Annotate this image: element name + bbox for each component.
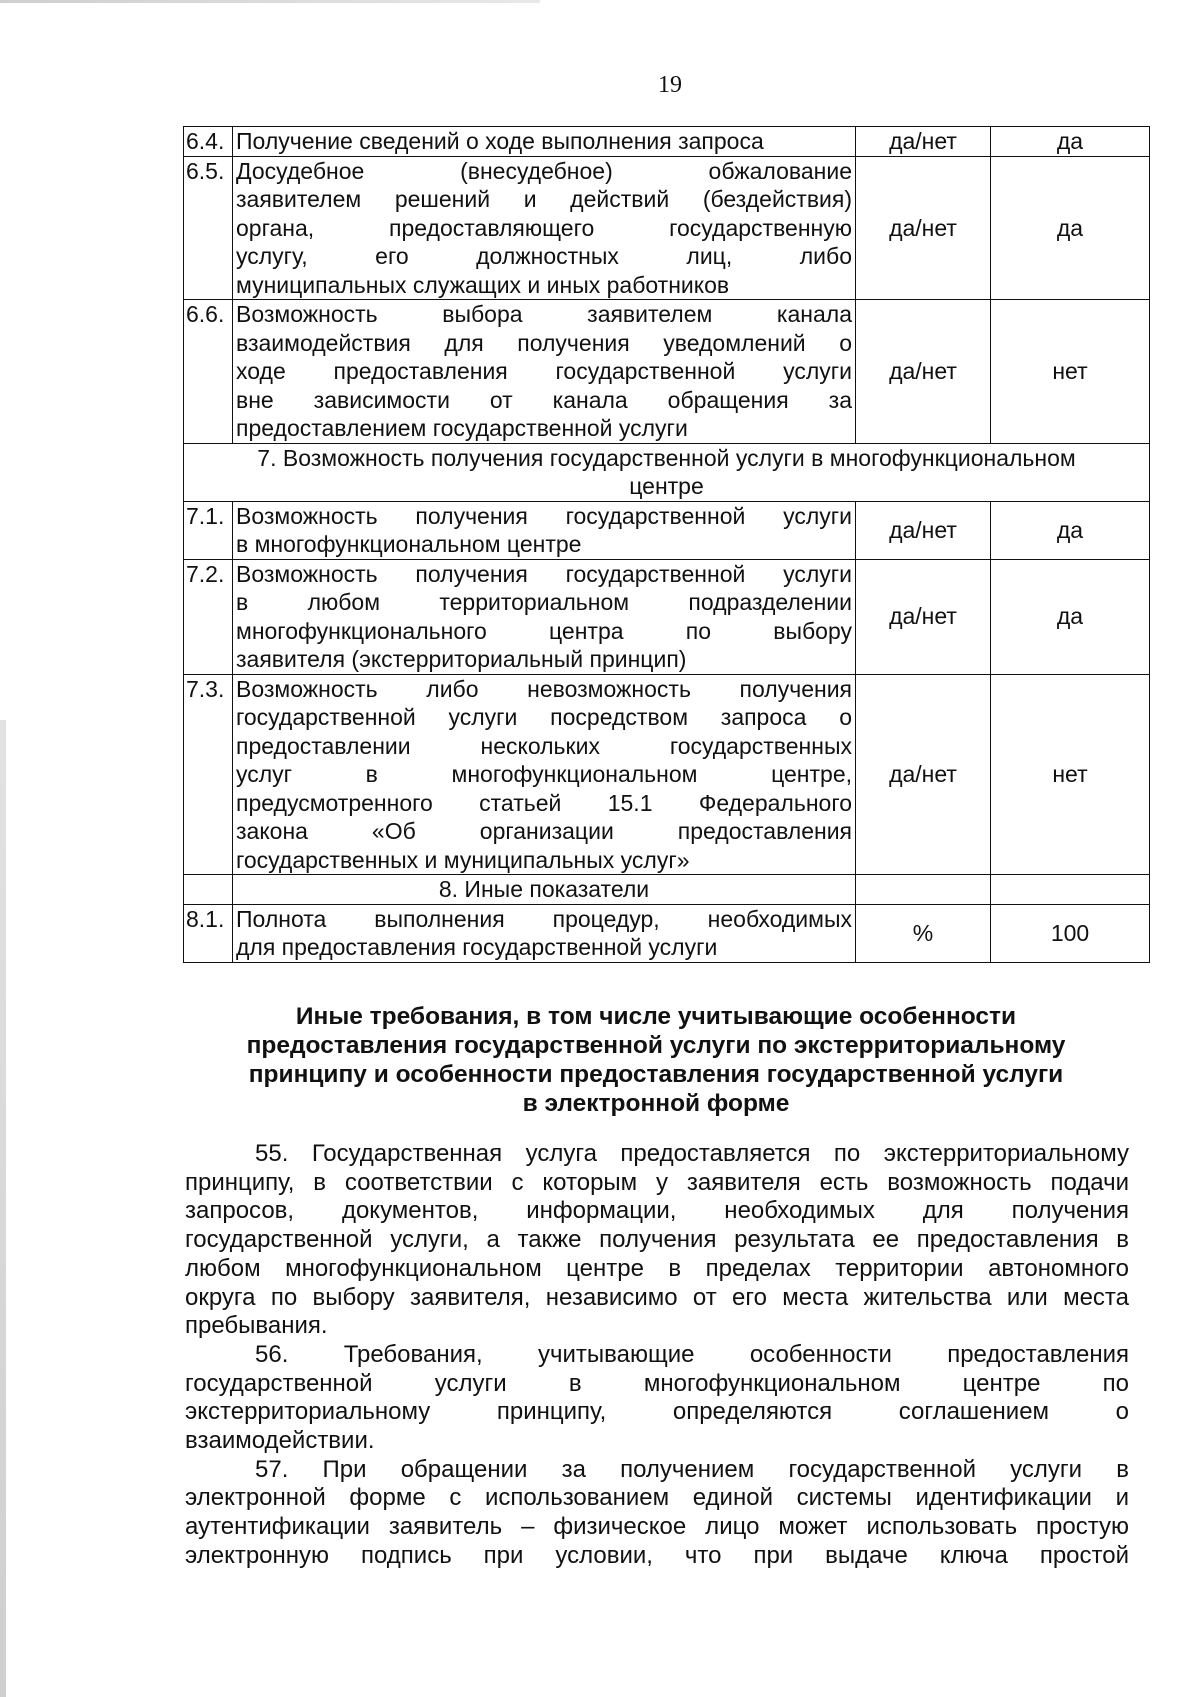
- section-title-row: 7. Возможность получения государственной услуги в многофункциональном центре: [184, 443, 1150, 501]
- paragraph-line: государственной услуги, а также получения результата ее предоставления в: [185, 1226, 1129, 1254]
- table-row: [184, 443, 1150, 501]
- description-line: услугу, его должностных лиц, либо: [236, 243, 852, 269]
- description-line: муниципальных служащих и иных работников: [236, 271, 730, 298]
- description-line: заявителя (экстерриториальный принцип): [236, 646, 687, 672]
- table-row: [184, 904, 1150, 962]
- description-line: ходе предоставления государственной услуги: [236, 358, 852, 384]
- row-number: 6.6.: [184, 300, 233, 444]
- row-unit: да/нет: [856, 674, 991, 875]
- table-row: [184, 875, 1150, 905]
- paragraph: [185, 1140, 1129, 1341]
- row-unit: да/нет: [856, 156, 991, 300]
- row-value: да: [991, 559, 1150, 674]
- description-line: предоставлением государственной услуги: [236, 415, 688, 441]
- description-line: заявителем решений и действий (бездействия): [236, 186, 852, 212]
- row-unit: да/нет: [856, 559, 991, 674]
- table-row: [184, 559, 1150, 674]
- description-line: многофункционального центра по выбору: [236, 617, 852, 644]
- paragraph-line: любом многофункциональном центре в пределах территории автономного: [185, 1254, 1129, 1282]
- paragraph-line: пребывания.: [185, 1312, 328, 1340]
- description-line: взаимодействия для получения уведомлений о: [236, 329, 852, 356]
- table-row: [184, 674, 1150, 875]
- row-value: 100: [991, 904, 1150, 962]
- paragraph-line: государственной услуги в многофункциональном центре по: [185, 1369, 1129, 1397]
- heading-line: Иные требования, в том числе учитывающие особенности: [295, 1003, 1017, 1030]
- row-unit: да/нет: [856, 127, 991, 157]
- table-row: [184, 156, 1150, 300]
- description-line: Возможность выбора заявителем канала: [236, 301, 852, 327]
- description-line: государственных и муниципальных услуг»: [236, 846, 690, 873]
- description-line: Полнота выполнения процедур, необходимых: [236, 905, 852, 932]
- row-value: нет: [991, 674, 1150, 875]
- paragraph-line: электронную подпись при условии, что при выдаче ключа простой: [185, 1541, 1129, 1569]
- description-line: Возможность получения государственной услуги: [236, 502, 852, 529]
- row-description: [233, 559, 856, 674]
- row-number: 6.4.: [184, 127, 233, 157]
- description-line: вне зависимости от канала обращения за: [236, 386, 852, 413]
- row-description: [233, 300, 856, 444]
- paragraph: [185, 1456, 1129, 1571]
- description-line: Досудебное (внесудебное) обжалование: [236, 157, 852, 184]
- paragraph-line: экстерриториальному принципу, определяются соглашением о: [185, 1398, 1129, 1426]
- row-number: 6.5.: [184, 156, 233, 300]
- subsection-title: 8. Иные показатели: [233, 875, 856, 905]
- description-line: в любом территориальном подразделении: [236, 589, 852, 615]
- row-description: [233, 674, 856, 875]
- description-line: предусмотренного статьей 15.1 Федерального: [236, 789, 852, 816]
- scan-edge-top: [0, 0, 540, 3]
- paragraph: [185, 1341, 1129, 1456]
- row-number: 8.1.: [184, 904, 233, 962]
- row-description: [233, 501, 856, 559]
- description-line: в многофункциональном центре: [236, 531, 582, 557]
- indicators-table: [183, 126, 1150, 963]
- description-line: предоставлении нескольких государственных: [236, 732, 852, 759]
- description-line: для предоставления государственной услуги: [236, 934, 718, 960]
- row-value: да: [991, 156, 1150, 300]
- empty-cell: [184, 875, 233, 905]
- row-description: [233, 127, 856, 157]
- paragraph-line: электронной форме с использованием единой системы идентификации и: [185, 1484, 1129, 1512]
- paragraph-line: аутентификации заявитель – физическое лицо может использовать простую: [185, 1513, 1129, 1541]
- row-number: 7.1.: [184, 501, 233, 559]
- row-description: [233, 904, 856, 962]
- table-row: [184, 127, 1150, 157]
- row-unit: да/нет: [856, 501, 991, 559]
- heading-line: в электронной форме: [522, 1090, 790, 1117]
- row-value: да: [991, 501, 1150, 559]
- paragraph-line: взаимодействии.: [185, 1427, 375, 1455]
- table-row: [184, 300, 1150, 444]
- paragraph-line: запросов, документов, информации, необходимых для получения: [185, 1197, 1129, 1225]
- description-line: закона «Об организации предоставления: [236, 818, 852, 844]
- heading-line: предоставления государственной услуги по экстерриториальному: [246, 1032, 1066, 1059]
- description-line: Возможность либо невозможность получения: [236, 675, 852, 702]
- table-row: [184, 501, 1150, 559]
- description-line: Возможность получения государственной услуги: [236, 560, 852, 587]
- row-number: 7.2.: [184, 559, 233, 674]
- paragraph-line: 57. При обращении за получением государственной услуги в: [255, 1455, 1129, 1483]
- paragraph-line: принципу, в соответствии с которым у заявителя есть возможность подачи: [185, 1168, 1129, 1196]
- row-unit: %: [856, 904, 991, 962]
- row-number: 7.3.: [184, 674, 233, 875]
- scan-edge-left: [0, 720, 6, 1697]
- empty-cell: [856, 875, 991, 905]
- paragraph-line: 55. Государственная услуга предоставляется по экстерриториальному: [255, 1140, 1129, 1167]
- description-line: органа, предоставляющего государственную: [236, 214, 852, 241]
- description-line: государственной услуги посредством запроса о: [236, 704, 852, 730]
- indicators-table-wrap: [183, 126, 1129, 963]
- page-number: 19: [658, 72, 682, 98]
- section-heading: [183, 1002, 1129, 1118]
- row-description: [233, 156, 856, 300]
- row-unit: да/нет: [856, 300, 991, 444]
- description-line: Получение сведений о ходе выполнения запроса: [236, 128, 764, 154]
- paragraph-line: округа по выбору заявителя, независимо от его места жительства или места: [185, 1283, 1129, 1311]
- row-value: нет: [991, 300, 1150, 444]
- row-value: да: [991, 127, 1150, 157]
- paragraph-line: 56. Требования, учитывающие особенности предоставления: [255, 1340, 1129, 1368]
- heading-line: принципу и особенности предоставления государственной услуги: [248, 1061, 1064, 1088]
- empty-cell: [991, 875, 1150, 905]
- description-line: услуг в многофункциональном центре,: [236, 761, 852, 787]
- body-text: [185, 1140, 1129, 1571]
